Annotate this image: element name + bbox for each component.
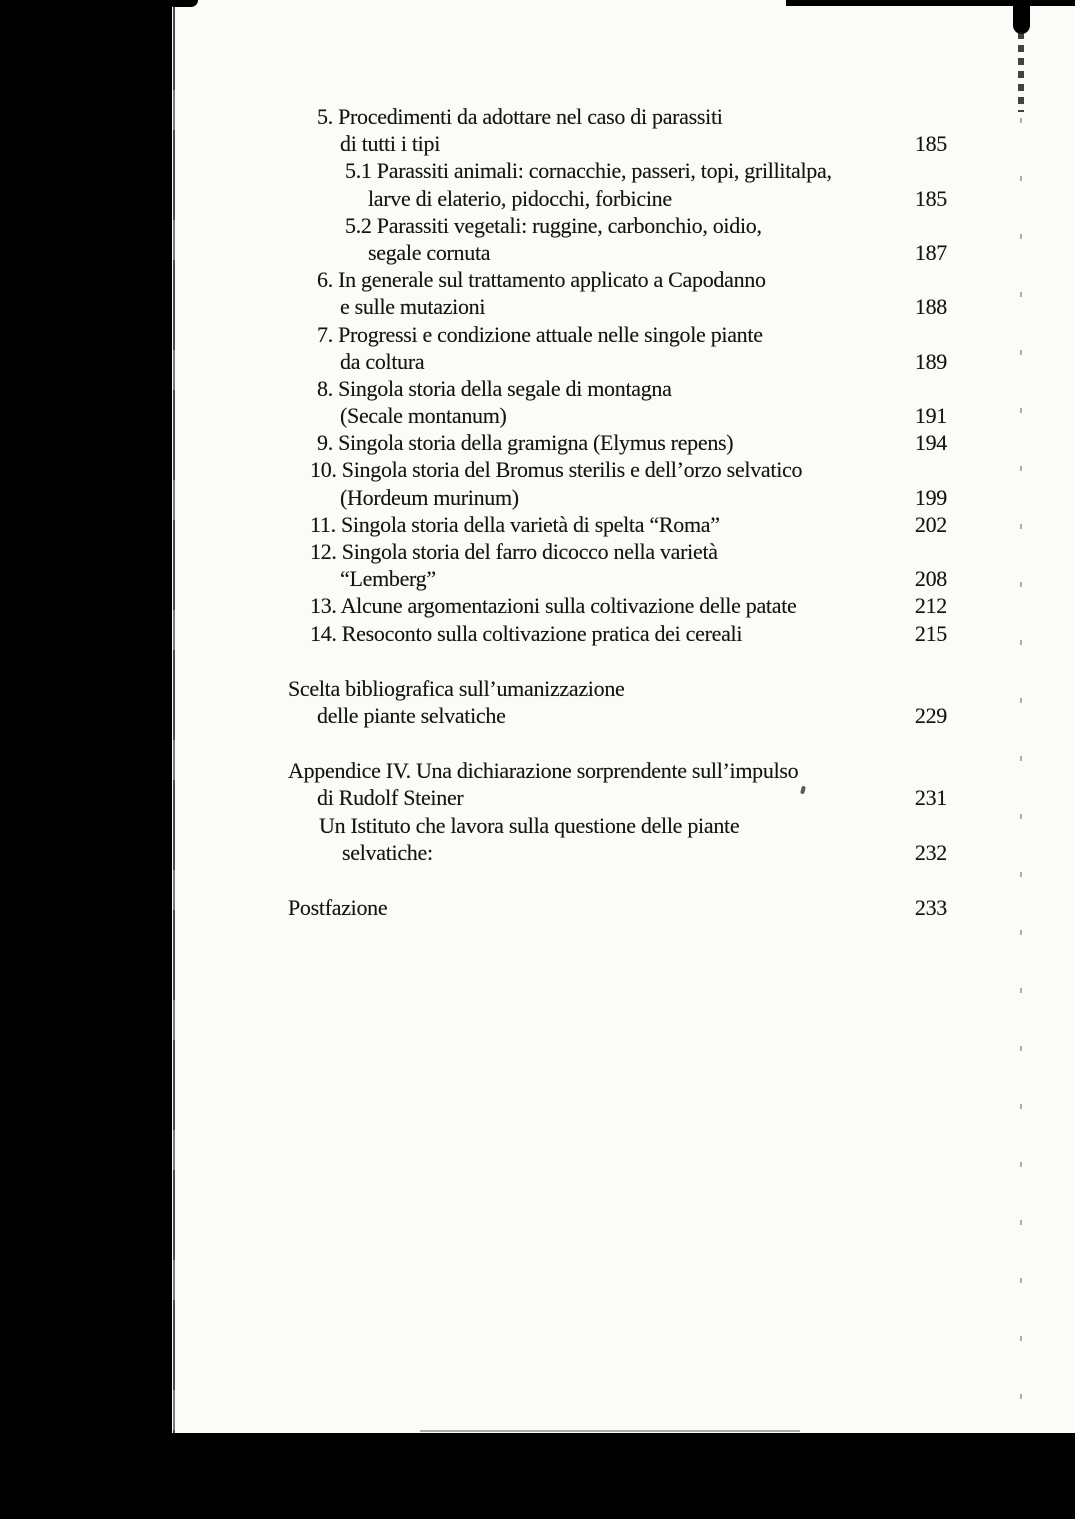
toc-line [288, 812, 947, 839]
toc-page-number: 229 [914, 702, 947, 728]
toc-line [288, 456, 947, 483]
toc-page-number: 185 [914, 131, 947, 157]
toc-page-number: 215 [914, 620, 947, 646]
toc-line [288, 212, 947, 239]
toc-entry-text: segale cornuta [368, 239, 491, 265]
toc-page-number: 199 [914, 484, 947, 510]
toc-page-number: 191 [914, 403, 947, 429]
scan-artifact-top-left [172, 0, 198, 7]
table-of-contents [288, 103, 947, 921]
toc-entry-text: 9. Singola storia della gramigna (Elymus repens) [317, 430, 734, 456]
toc-entry-text: delle piante selvatiche [317, 702, 506, 728]
page-gutter-shadow [173, 0, 175, 1433]
toc-entry-text: 8. Singola storia della segale di montagna [317, 375, 672, 401]
toc-line [288, 266, 947, 293]
toc-line [288, 321, 947, 348]
toc-entry-text: da coltura [340, 348, 425, 374]
toc-line [288, 375, 947, 402]
page-right-edge-dots [1020, 118, 1022, 1428]
toc-line [288, 784, 947, 811]
toc-entry-text: Scelta bibliografica sull’umanizzazione [288, 675, 625, 701]
toc-entry-text: 7. Progressi e condizione attuale nelle singole piante [317, 321, 763, 347]
toc-entry-text: 14. Resoconto sulla coltivazione pratica dei cereali [310, 620, 743, 646]
toc-line [288, 130, 947, 157]
toc-page-number: 188 [914, 294, 947, 320]
toc-line [288, 839, 947, 866]
toc-entry-text: (Hordeum murinum) [340, 484, 519, 510]
toc-entry-text: Un Istituto che lavora sulla questione delle piante [319, 812, 740, 838]
toc-line [288, 429, 947, 456]
toc-entry-text: di Rudolf Steiner [317, 785, 464, 811]
toc-entry-text: 11. Singola storia della varietà di spelta “Roma” [310, 511, 720, 537]
toc-page-number: 232 [914, 839, 947, 865]
toc-line [288, 565, 947, 592]
toc-page-number: 212 [914, 593, 947, 619]
toc-entry-text: di tutti i tipi [340, 131, 441, 157]
toc-entry-text: 10. Singola storia del Bromus sterilis e dell’orzo selvatico [310, 457, 803, 483]
toc-line [288, 592, 947, 619]
toc-line [288, 402, 947, 429]
toc-page-number: 208 [914, 566, 947, 592]
toc-entry-text: “Lemberg” [340, 566, 436, 592]
toc-entry-text: selvatiche: [342, 839, 433, 865]
toc-entry-text: 6. In generale sul trattamento applicato a Capodanno [317, 267, 766, 293]
toc-line [288, 538, 947, 565]
toc-line [288, 348, 947, 375]
toc-entry-text: Postfazione [288, 894, 388, 920]
toc-line [288, 293, 947, 320]
toc-line [288, 757, 947, 784]
toc-entry-text: 13. Alcune argomentazioni sulla coltivazione delle patate [310, 593, 797, 619]
toc-line [288, 894, 947, 921]
toc-page-number: 187 [914, 239, 947, 265]
scan-artifact-bottom-edge [420, 1430, 800, 1432]
toc-entry-text: 5.2 Parassiti vegetali: ruggine, carbonchio, oidio, [345, 212, 762, 238]
toc-line [288, 239, 947, 266]
toc-page-number: 194 [914, 430, 947, 456]
toc-line [288, 103, 947, 130]
toc-line [288, 157, 947, 184]
toc-entry-text: Appendice IV. Una dichiarazione sorprendente sull’impulso [288, 758, 799, 784]
toc-page-number: 185 [914, 185, 947, 211]
toc-entry-text: 5. Procedimenti da adottare nel caso di parassiti [317, 104, 723, 129]
scan-artifact-corner-tail [1018, 32, 1024, 112]
book-page [172, 0, 1075, 1433]
toc-line [288, 620, 947, 647]
toc-entry-text: 5.1 Parassiti animali: cornacchie, passeri, topi, grillitalpa, [345, 158, 832, 184]
toc-line [288, 185, 947, 212]
toc-line [288, 484, 947, 511]
toc-line [288, 511, 947, 538]
toc-entry-text: e sulle mutazioni [340, 294, 486, 320]
scan-artifact-bottom-band [0, 1433, 1075, 1519]
toc-entry-text: (Secale montanum) [340, 403, 507, 429]
toc-entry-text: 12. Singola storia del farro dicocco nella varietà [310, 539, 718, 564]
toc-line [288, 675, 947, 702]
toc-page-number: 202 [914, 511, 947, 537]
toc-entry-text: larve di elaterio, pidocchi, forbicine [368, 185, 672, 211]
toc-page-number: 231 [914, 785, 947, 811]
toc-page-number: 233 [914, 894, 947, 920]
toc-line [288, 702, 947, 729]
scan-artifact-corner-blob [1013, 4, 1030, 34]
toc-page-number: 189 [914, 348, 947, 374]
scan-artifact-top-strip [786, 0, 1075, 6]
